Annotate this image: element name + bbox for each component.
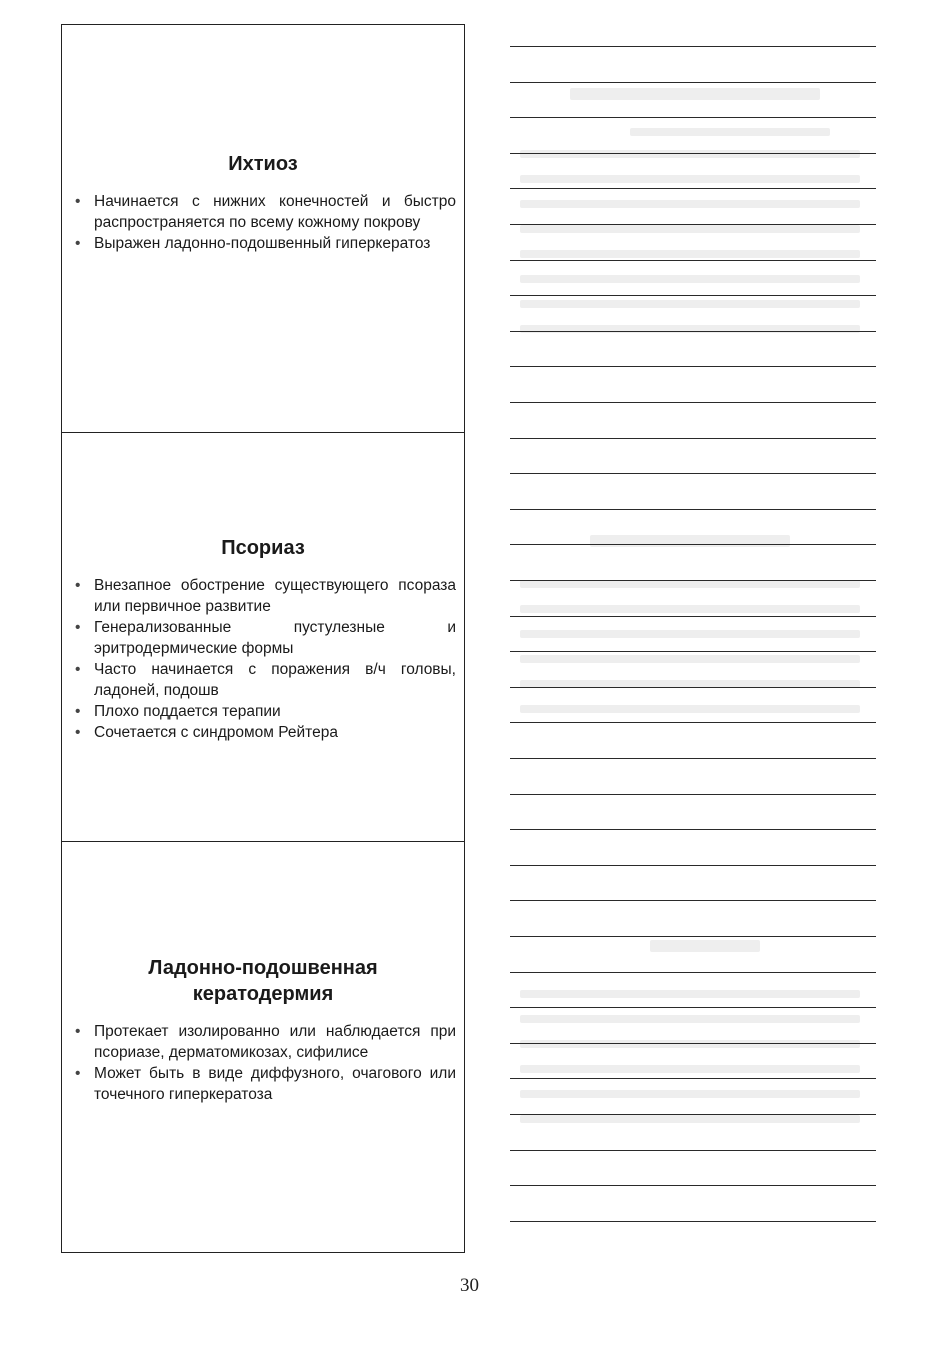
note-line [510, 509, 876, 510]
slide-psoriasis [62, 433, 464, 842]
note-line [510, 900, 876, 901]
note-line [510, 580, 876, 581]
slide-title [70, 955, 456, 1007]
bullet-list [70, 575, 456, 743]
bullet-item: • Генерализованные пустулезные и эритродермические формы [70, 617, 456, 659]
show-through [520, 1090, 860, 1098]
show-through [630, 128, 830, 136]
note-line [510, 544, 876, 545]
note-line [510, 1221, 876, 1222]
note-line [510, 224, 876, 225]
show-through [520, 630, 860, 638]
bullet-item: • Начинается с нижних конечностей и быстро распространяется по всему кожному покрову [70, 191, 456, 233]
note-line [510, 46, 876, 47]
note-line [510, 331, 876, 332]
show-through [520, 275, 860, 283]
show-through [520, 250, 860, 258]
slide-title-line: кератодермия [192, 983, 334, 1005]
show-through [590, 535, 790, 547]
bullet-item: • Часто начинается с поражения в/ч головы, ладоней, подошв [70, 659, 456, 701]
slide-title: Псориаз [221, 537, 305, 559]
show-through [520, 1015, 860, 1023]
note-line [510, 651, 876, 652]
notes-lines-column [510, 0, 878, 1260]
bullet-item: • Протекает изолированно или наблюдается при псориазе, дерматомикозах, сифилисе [70, 1021, 456, 1063]
show-through [520, 175, 860, 183]
show-through [520, 705, 860, 713]
note-line [510, 758, 876, 759]
note-line [510, 1043, 876, 1044]
bullet-list [70, 191, 456, 254]
note-line [510, 402, 876, 403]
slides-column [61, 24, 465, 1253]
note-line [510, 1007, 876, 1008]
note-line [510, 295, 876, 296]
slide-title: Ихтиоз [228, 153, 298, 175]
show-through [520, 1115, 860, 1123]
slide-keratoderma [62, 842, 464, 1252]
show-through [520, 150, 860, 158]
note-line [510, 188, 876, 189]
show-through [520, 200, 860, 208]
note-line [510, 1078, 876, 1079]
note-line [510, 1150, 876, 1151]
show-through [570, 88, 820, 100]
bullet-item: • Может быть в виде диффузного, очагового или точечного гиперкератоза [70, 1063, 456, 1105]
note-line [510, 1114, 876, 1115]
note-line [510, 972, 876, 973]
show-through [650, 940, 760, 952]
page-number: 30 [460, 1275, 479, 1296]
note-line [510, 117, 876, 118]
show-through [520, 605, 860, 613]
note-line [510, 829, 876, 830]
bullet-list [70, 1021, 456, 1105]
note-line [510, 153, 876, 154]
note-line [510, 616, 876, 617]
bullet-item: • Сочетается с синдромом Рейтера [70, 722, 456, 743]
show-through [520, 1065, 860, 1073]
bullet-item: • Выражен ладонно-подошвенный гиперкератоз [70, 233, 456, 254]
note-line [510, 438, 876, 439]
show-through [520, 655, 860, 663]
note-line [510, 366, 876, 367]
note-line [510, 794, 876, 795]
note-line [510, 82, 876, 83]
slide-title-line: Ладонно-подошвенная [148, 957, 378, 979]
note-line [510, 936, 876, 937]
show-through [520, 300, 860, 308]
note-line [510, 722, 876, 723]
bullet-item: • Внезапное обострение существующего псораза или первичное развитие [70, 575, 456, 617]
note-line [510, 687, 876, 688]
note-line [510, 1185, 876, 1186]
note-line [510, 260, 876, 261]
show-through [520, 225, 860, 233]
show-through [520, 990, 860, 998]
note-line [510, 473, 876, 474]
show-through [520, 1040, 860, 1048]
note-line [510, 865, 876, 866]
show-through [520, 580, 860, 588]
slide-ichthyosis [62, 25, 464, 433]
bullet-item: • Плохо поддается терапии [70, 701, 456, 722]
